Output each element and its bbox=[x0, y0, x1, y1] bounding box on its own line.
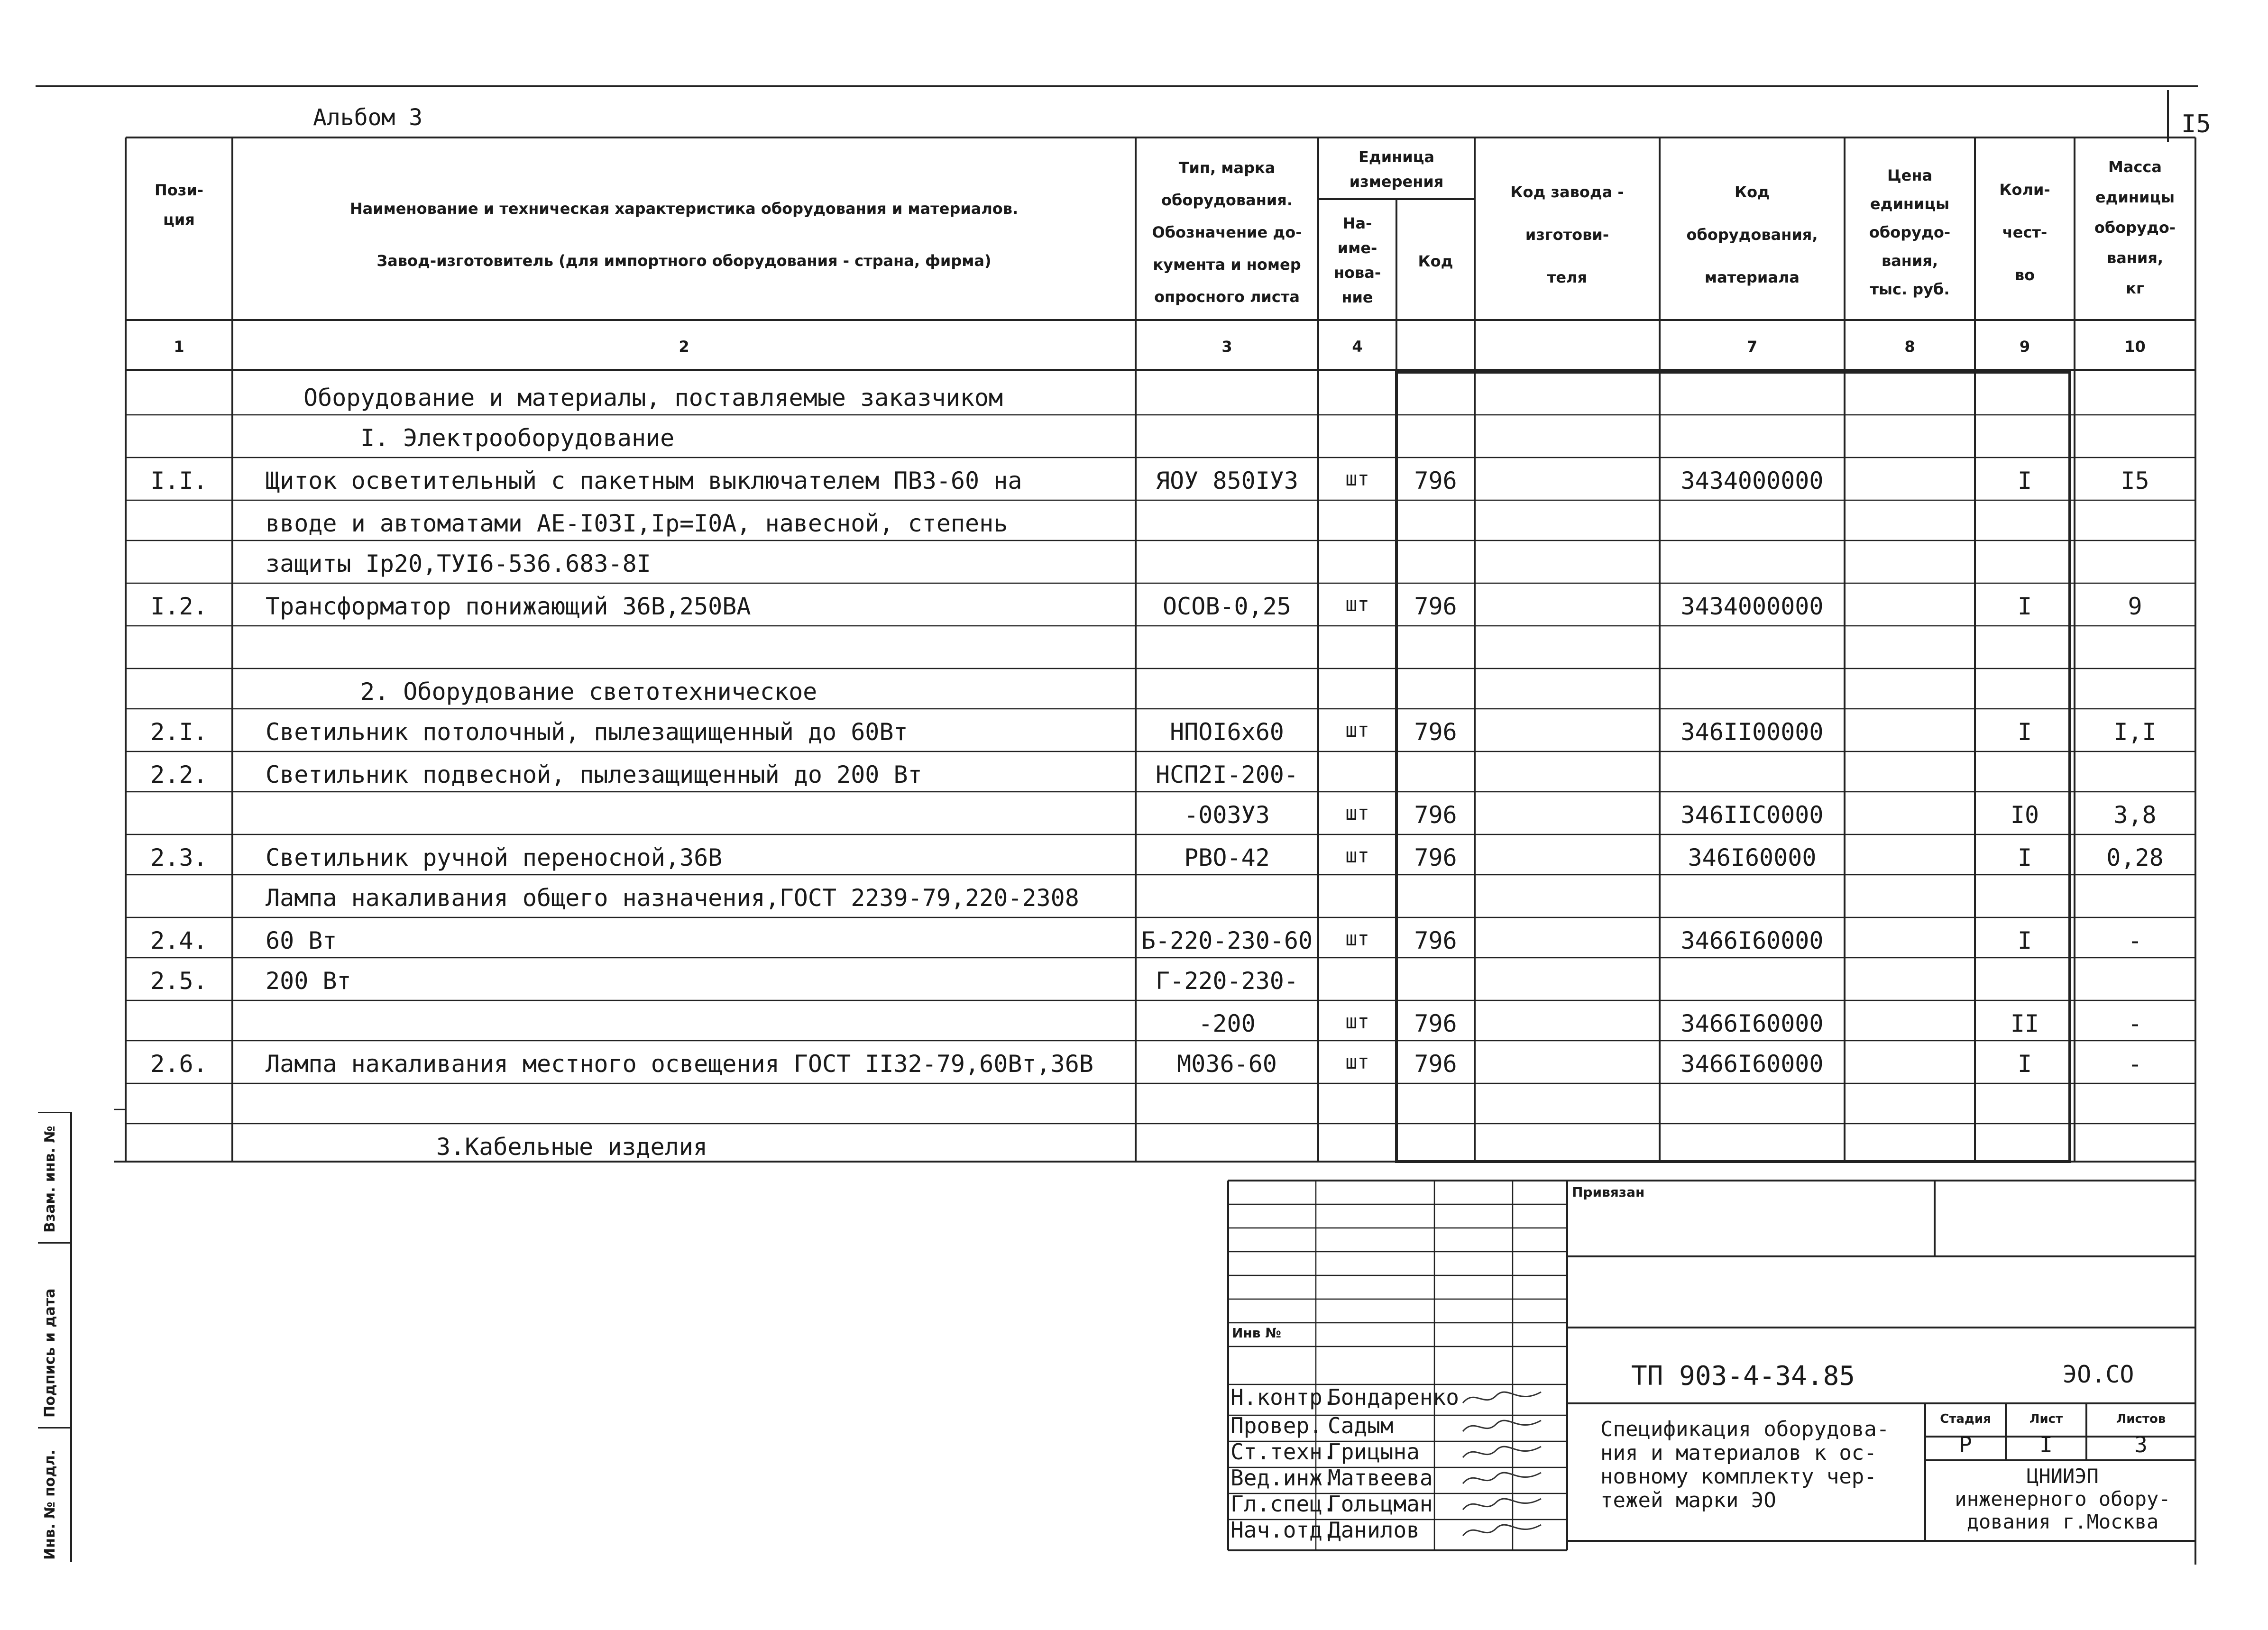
handwritten-signature bbox=[1460, 1386, 1546, 1410]
cell-type: Г-220-230- bbox=[1155, 967, 1299, 995]
cell-name: Щиток осветительный с пакетным выключателем ПВЗ-60 на bbox=[266, 467, 1022, 494]
signature-name: Грицына bbox=[1328, 1439, 1420, 1465]
cell-type: -003УЗ bbox=[1184, 801, 1270, 829]
signature-mark bbox=[1460, 1415, 1546, 1443]
bound-label: Привязан bbox=[1572, 1184, 1645, 1200]
cell-quantity: I bbox=[2017, 1050, 2032, 1078]
cell-unit-code: 796 bbox=[1414, 467, 1457, 494]
signature-role: Н.контр. bbox=[1230, 1384, 1336, 1410]
cell-name: вводе и автоматами АЕ-I03I,Iр=I0А, навесной, степень bbox=[266, 510, 1008, 537]
cell-position: 2.6. bbox=[150, 1050, 208, 1078]
doc-mark: ЭО.СО bbox=[2063, 1361, 2134, 1388]
hdr-name: Наименование и техническая характеристика оборудования и материалов. Завод-изготовитель (для импортного оборудования - страна, фирма) bbox=[349, 200, 1019, 270]
cell-type: Б-220-230-60 bbox=[1141, 927, 1313, 954]
hdr-price: Цена единицы оборудо- вания, тыс. руб. bbox=[1869, 166, 1951, 298]
album-label: Альбом 3 bbox=[313, 104, 423, 131]
signature-role: Провер. bbox=[1230, 1413, 1322, 1438]
signature-name: Матвеева bbox=[1328, 1465, 1433, 1491]
colnum-1: 1 bbox=[174, 338, 184, 356]
inv-label: Инв № bbox=[1232, 1325, 1281, 1341]
doc-code: ТП 903-4-34.85 bbox=[1631, 1361, 1855, 1392]
cell-unit: шт bbox=[1345, 1050, 1369, 1073]
cell-equipment-code: 3434000000 bbox=[1680, 593, 1824, 620]
cell-type: РВО-42 bbox=[1184, 844, 1270, 871]
sheets-header: Листов bbox=[2116, 1412, 2166, 1426]
cell-unit-code: 796 bbox=[1414, 927, 1457, 954]
cell-unit: шт bbox=[1345, 718, 1369, 742]
cell-unit-code: 796 bbox=[1414, 1050, 1457, 1078]
signature-name: Бондаренко bbox=[1328, 1384, 1459, 1410]
cell-position: 2.3. bbox=[150, 844, 208, 871]
signature-name: Садым bbox=[1328, 1413, 1394, 1438]
handwritten-signature bbox=[1460, 1441, 1546, 1465]
cell-unit: шт bbox=[1345, 844, 1369, 867]
hdr-position: Пози- ция bbox=[154, 181, 204, 229]
stage-value: Р bbox=[1959, 1432, 1972, 1457]
cell-unit-code: 796 bbox=[1414, 593, 1457, 620]
cell-position: I.I. bbox=[150, 467, 208, 494]
signature-mark bbox=[1460, 1386, 1546, 1415]
sheet-number: I5 bbox=[2181, 110, 2211, 138]
cell-unit-code: 796 bbox=[1414, 1010, 1457, 1037]
signature-mark bbox=[1460, 1441, 1546, 1469]
cell-quantity: I bbox=[2017, 844, 2032, 871]
cell-position: I.2. bbox=[150, 593, 208, 620]
handwritten-signature bbox=[1460, 1519, 1546, 1543]
colnum-3: 3 bbox=[1221, 338, 1232, 356]
cell-mass: I,I bbox=[2113, 718, 2157, 746]
sheet-value: I bbox=[2039, 1432, 2053, 1457]
cell-unit: шт bbox=[1345, 801, 1369, 824]
sheet-header: Лист bbox=[2029, 1412, 2063, 1426]
cell-quantity: I bbox=[2017, 593, 2032, 620]
colnum-4: 4 bbox=[1352, 338, 1363, 356]
cell-mass: 9 bbox=[2128, 593, 2142, 620]
cell-mass: 3,8 bbox=[2113, 801, 2157, 829]
cell-name: Светильник потолочный, пылезащищенный до 60Вт bbox=[266, 718, 908, 746]
cell-unit-code: 796 bbox=[1414, 844, 1457, 871]
cell-unit: шт bbox=[1345, 467, 1369, 490]
cell-name: Светильник подвесной, пылезащищенный до 200 Вт bbox=[266, 761, 922, 788]
cell-unit: шт bbox=[1345, 927, 1369, 950]
cell-name: I. Электрооборудование bbox=[360, 424, 675, 452]
cell-position: 2.I. bbox=[150, 718, 208, 746]
hdr-equipment-code: Код оборудования, материала bbox=[1686, 183, 1818, 286]
cell-mass: - bbox=[2128, 927, 2142, 954]
cell-unit-code: 796 bbox=[1414, 718, 1457, 746]
signature-role: Вед.инж. bbox=[1230, 1465, 1336, 1491]
cell-quantity: I0 bbox=[2010, 801, 2039, 829]
cell-type: ОСОВ-0,25 bbox=[1163, 593, 1291, 620]
cell-mass: 0,28 bbox=[2106, 844, 2164, 871]
colnum-9: 9 bbox=[2019, 338, 2030, 356]
side-label-inv: Инв. № подл. bbox=[42, 1449, 58, 1560]
cell-name: Трансформатор понижающий 36В,250ВА bbox=[266, 593, 751, 620]
hdr-type: Тип, марка оборудования. Обозначение до- кумента и номер опросного листа bbox=[1152, 159, 1302, 306]
signature-role: Ст.техн. bbox=[1230, 1439, 1336, 1465]
cell-mass: - bbox=[2128, 1010, 2142, 1037]
cell-type: НСП2I-200- bbox=[1155, 761, 1299, 788]
cell-position: 2.2. bbox=[150, 761, 208, 788]
handwritten-signature bbox=[1460, 1415, 1546, 1438]
signature-role: Гл.спец. bbox=[1230, 1491, 1336, 1517]
cell-equipment-code: 3466I60000 bbox=[1680, 1050, 1824, 1078]
handwritten-signature bbox=[1460, 1493, 1546, 1517]
cell-name: 200 Вт bbox=[266, 967, 351, 995]
cell-unit: шт bbox=[1345, 1010, 1369, 1033]
colnum-7: 7 bbox=[1746, 338, 1758, 356]
cell-name: Светильник ручной переносной,36В bbox=[266, 844, 723, 871]
cell-name: Лампа накаливания местного освещения ГОСТ II32-79,60Вт,36В bbox=[266, 1050, 1093, 1078]
cell-name: 2. Оборудование светотехническое bbox=[360, 678, 817, 705]
cell-name: Оборудование и материалы, поставляемые заказчиком bbox=[303, 384, 1003, 412]
cell-name: защиты Iр20,ТУI6-536.683-8I bbox=[266, 550, 651, 577]
cell-mass: - bbox=[2128, 1050, 2142, 1078]
side-label-sign-date: Подпись и дата bbox=[42, 1288, 58, 1418]
cell-type: -200 bbox=[1198, 1010, 1256, 1037]
doc-description: Спецификация оборудова- ния и материалов к ос- новному комплекту чер- тежей марки ЭО bbox=[1600, 1417, 1890, 1512]
cell-type: М036-60 bbox=[1177, 1050, 1277, 1078]
signature-name: Гольцман bbox=[1328, 1491, 1433, 1517]
signature-mark bbox=[1460, 1519, 1546, 1548]
hdr-unit-name: На- име- нова- ние bbox=[1333, 214, 1381, 306]
signature-mark bbox=[1460, 1493, 1546, 1521]
hdr-mass: Масса единицы оборудо- вания, кг bbox=[2094, 158, 2176, 297]
cell-mass: I5 bbox=[2121, 467, 2149, 494]
stage-header: Стадия bbox=[1940, 1412, 1991, 1426]
hdr-quantity: Коли- чест- во bbox=[1999, 181, 2050, 284]
hdr-plant-code: Код завода - изготови- теля bbox=[1510, 183, 1624, 286]
cell-name: 60 Вт bbox=[266, 927, 337, 954]
signature-name: Данилов bbox=[1328, 1517, 1420, 1543]
cell-equipment-code: 346IIC0000 bbox=[1680, 801, 1824, 829]
cell-type: НПОI6х60 bbox=[1170, 718, 1284, 746]
hdr-unit-code: Код bbox=[1418, 252, 1453, 270]
sheets-value: 3 bbox=[2134, 1432, 2148, 1457]
cell-name: Лампа накаливания общего назначения,ГОСТ 2239-79,220-2308 bbox=[266, 884, 1079, 912]
organization: ЦНИИЭП инженерного обору- дования г.Москва bbox=[1955, 1465, 2171, 1533]
cell-equipment-code: 3466I60000 bbox=[1680, 927, 1824, 954]
cell-position: 2.5. bbox=[150, 967, 208, 995]
side-label-replace: Взам. инв. № bbox=[42, 1126, 58, 1233]
hdr-unit-group: Единица измерения bbox=[1349, 148, 1444, 191]
cell-type: ЯОУ 850IУЗ bbox=[1155, 467, 1299, 494]
cell-name: 3.Кабельные изделия bbox=[436, 1133, 707, 1161]
cell-quantity: II bbox=[2010, 1010, 2039, 1037]
cell-equipment-code: 3466I60000 bbox=[1680, 1010, 1824, 1037]
signature-mark bbox=[1460, 1467, 1546, 1495]
cell-equipment-code: 346II00000 bbox=[1680, 718, 1824, 746]
cell-quantity: I bbox=[2017, 718, 2032, 746]
cell-unit: шт bbox=[1345, 593, 1369, 616]
cell-equipment-code: 346I60000 bbox=[1688, 844, 1817, 871]
cell-position: 2.4. bbox=[150, 927, 208, 954]
cell-quantity: I bbox=[2017, 467, 2032, 494]
colnum-2: 2 bbox=[679, 338, 689, 356]
colnum-10: 10 bbox=[2124, 338, 2146, 356]
signature-role: Нач.отд. bbox=[1230, 1517, 1336, 1543]
handwritten-signature bbox=[1460, 1467, 1546, 1491]
cell-unit-code: 796 bbox=[1414, 801, 1457, 829]
colnum-8: 8 bbox=[1904, 338, 1915, 356]
cell-quantity: I bbox=[2017, 927, 2032, 954]
cell-equipment-code: 3434000000 bbox=[1680, 467, 1824, 494]
